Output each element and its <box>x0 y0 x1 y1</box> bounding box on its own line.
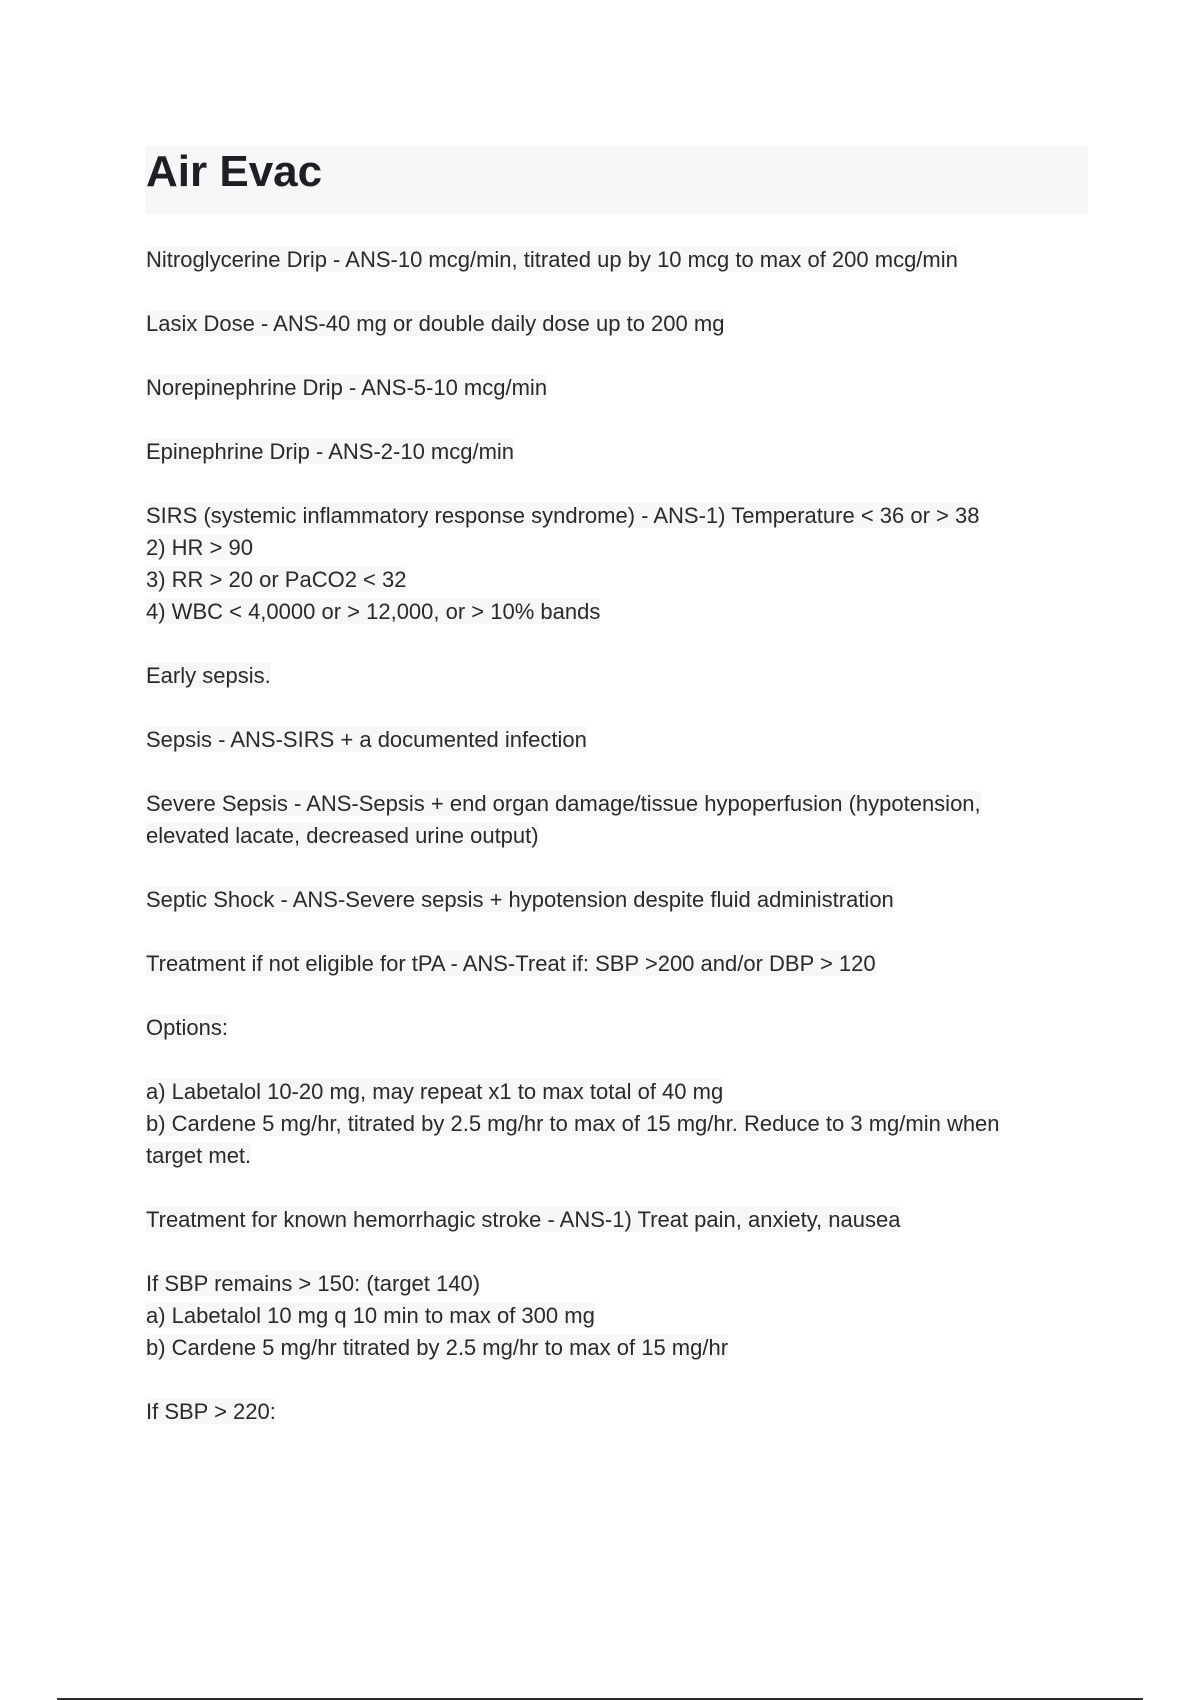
text-line <box>146 948 1096 980</box>
text-paragraph <box>146 1076 1096 1172</box>
text-line <box>146 372 1096 404</box>
text-line-content: b) Cardene 5 mg/hr, titrated by 2.5 mg/hr to max of 15 mg/hr. Reduce to 3 mg/min when <box>146 1111 1000 1136</box>
text-line <box>146 1076 1096 1108</box>
text-line <box>146 1300 1096 1332</box>
text-line-content: Lasix Dose - ANS-40 mg or double daily dose up to 200 mg <box>146 311 725 336</box>
text-line <box>146 660 1096 692</box>
text-line-content: Norepinephrine Drip - ANS-5-10 mcg/min <box>146 375 548 400</box>
text-line-content: 2) HR > 90 <box>146 535 253 560</box>
text-paragraph <box>146 500 1096 628</box>
text-line <box>146 244 1096 276</box>
text-paragraph <box>146 660 1096 692</box>
text-paragraph <box>146 724 1096 756</box>
text-line <box>146 1396 1096 1428</box>
text-line-content: Treatment for known hemorrhagic stroke - ANS-1) Treat pain, anxiety, nausea <box>146 1207 901 1232</box>
text-line <box>146 820 1096 852</box>
text-line <box>146 532 1096 564</box>
text-line-content: Options: <box>146 1015 228 1040</box>
text-line <box>146 788 1096 820</box>
text-line <box>146 884 1096 916</box>
text-line-content: a) Labetalol 10 mg q 10 min to max of 300 mg <box>146 1303 595 1328</box>
page-title: Air Evac <box>146 147 323 196</box>
text-line-content: Severe Sepsis - ANS-Sepsis + end organ damage/tissue hypoperfusion (hypotension, <box>146 791 981 816</box>
text-line-content: 3) RR > 20 or PaCO2 < 32 <box>146 567 407 592</box>
text-paragraph <box>146 1268 1096 1364</box>
text-line <box>146 1268 1096 1300</box>
text-line-content: Sepsis - ANS-SIRS + a documented infection <box>146 727 587 752</box>
text-line-content: Epinephrine Drip - ANS-2-10 mcg/min <box>146 439 515 464</box>
text-line-content: elevated lacate, decreased urine output) <box>146 823 539 848</box>
text-paragraph <box>146 1396 1096 1428</box>
text-line-content: Early sepsis. <box>146 663 271 688</box>
text-paragraph <box>146 788 1096 852</box>
text-line-content: SIRS (systemic inflammatory response syndrome) - ANS-1) Temperature < 36 or > 38 <box>146 503 980 528</box>
text-line-content: Septic Shock - ANS-Severe sepsis + hypotension despite fluid administration <box>146 887 894 912</box>
text-line <box>146 1140 1096 1172</box>
text-line-content: Treatment if not eligible for tPA - ANS-Treat if: SBP >200 and/or DBP > 120 <box>146 951 876 976</box>
text-line <box>146 1332 1096 1364</box>
text-paragraph <box>146 948 1096 980</box>
text-line <box>146 500 1096 532</box>
text-line <box>146 564 1096 596</box>
text-line-content: Nitroglycerine Drip - ANS-10 mcg/min, titrated up by 10 mcg to max of 200 mcg/min <box>146 247 958 272</box>
text-line <box>146 308 1096 340</box>
text-line-content: If SBP > 220: <box>146 1399 276 1424</box>
text-line <box>146 724 1096 756</box>
text-paragraph <box>146 244 1096 276</box>
text-paragraph <box>146 1012 1096 1044</box>
document-body <box>146 244 1096 1460</box>
text-paragraph <box>146 372 1096 404</box>
text-line-content: target met. <box>146 1143 252 1168</box>
text-line <box>146 1012 1096 1044</box>
text-paragraph <box>146 436 1096 468</box>
text-line <box>146 436 1096 468</box>
text-line-content: b) Cardene 5 mg/hr titrated by 2.5 mg/hr to max of 15 mg/hr <box>146 1335 729 1360</box>
text-line-content: 4) WBC < 4,0000 or > 12,000, or > 10% bands <box>146 599 601 624</box>
text-line <box>146 1108 1096 1140</box>
text-line <box>146 1204 1096 1236</box>
text-paragraph <box>146 884 1096 916</box>
text-line-content: If SBP remains > 150: (target 140) <box>146 1271 481 1296</box>
text-paragraph <box>146 308 1096 340</box>
text-paragraph <box>146 1204 1096 1236</box>
text-line-content: a) Labetalol 10-20 mg, may repeat x1 to max total of 40 mg <box>146 1079 724 1104</box>
text-line <box>146 596 1096 628</box>
